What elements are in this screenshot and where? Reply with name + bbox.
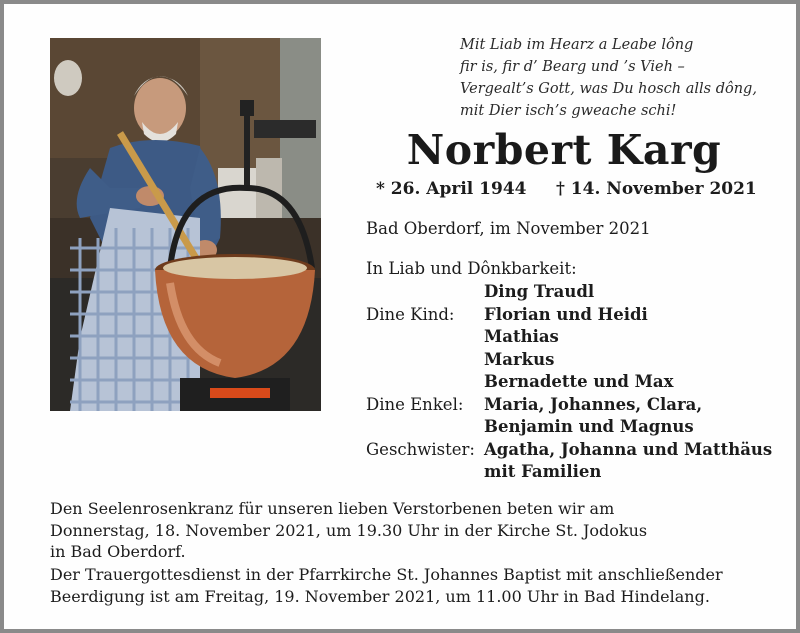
family-row [366,461,786,484]
family-names: Maria, Johannes, Clara, [484,394,703,414]
family-row [366,439,786,462]
family-row [366,371,786,394]
rosary-line: Den Seelenrosenkranz für unseren lieben Verstorbenen beten wir am [50,499,615,518]
family-names: Florian und Heidi [484,304,648,324]
deceased-name: Norbert Karg [406,126,722,174]
place-date: Bad Oberdorf, im November 2021 [366,219,651,238]
thanks-line: In Liab und Dônkbarkeit: [366,259,577,278]
funeral-line: Beerdigung ist am Freitag, 19. November 2021, um 11.00 Uhr in Bad Hindelang. [50,586,710,606]
funeral-notice [50,564,750,607]
death-date: † 14. November 2021 [556,179,757,199]
family-names: Bernadette und Max [484,372,674,391]
poem-line: fir is, fir d’ Bearg und ’s Vieh – [460,59,685,75]
birth-date: * 26. April 1944 [376,179,527,199]
funeral-line: Der Trauergottesdienst in der Pfarrkirche St. Johannes Baptist mit anschließender [50,565,723,584]
rosary-line: in Bad Oberdorf. [50,542,186,561]
rosary-notice [50,498,750,563]
family-row [366,326,786,349]
rosary-line: Donnerstag, 18. November 2021, um 19.30 Uhr in der Kirche St. Jodokus [50,520,648,540]
family-row [366,349,786,372]
family-row [366,304,786,327]
family-label: Dine Enkel: [366,394,464,414]
poem-line: mit Dier isch’s gweache schi! [460,103,677,119]
family-names: mit Familien [484,462,602,481]
family-list [366,281,786,484]
poem-line: Mit Liab im Hearz a Leabe lông [460,37,694,53]
family-names: Ding Traudl [484,282,595,301]
family-names: Benjamin und Magnus [484,417,694,436]
poem [460,34,760,122]
family-row [366,416,786,439]
poem-line: Vergealt’s Gott, was Du hosch alls dông, [460,81,757,97]
family-names: Markus [484,349,555,369]
family-names: Agatha, Johanna und Matthäus [484,439,773,459]
family-row [366,394,786,417]
family-label: Geschwister: [366,439,475,459]
family-label: Dine Kind: [366,304,455,324]
portrait-photo [50,38,321,411]
family-names: Mathias [484,327,559,346]
family-row [366,281,786,304]
